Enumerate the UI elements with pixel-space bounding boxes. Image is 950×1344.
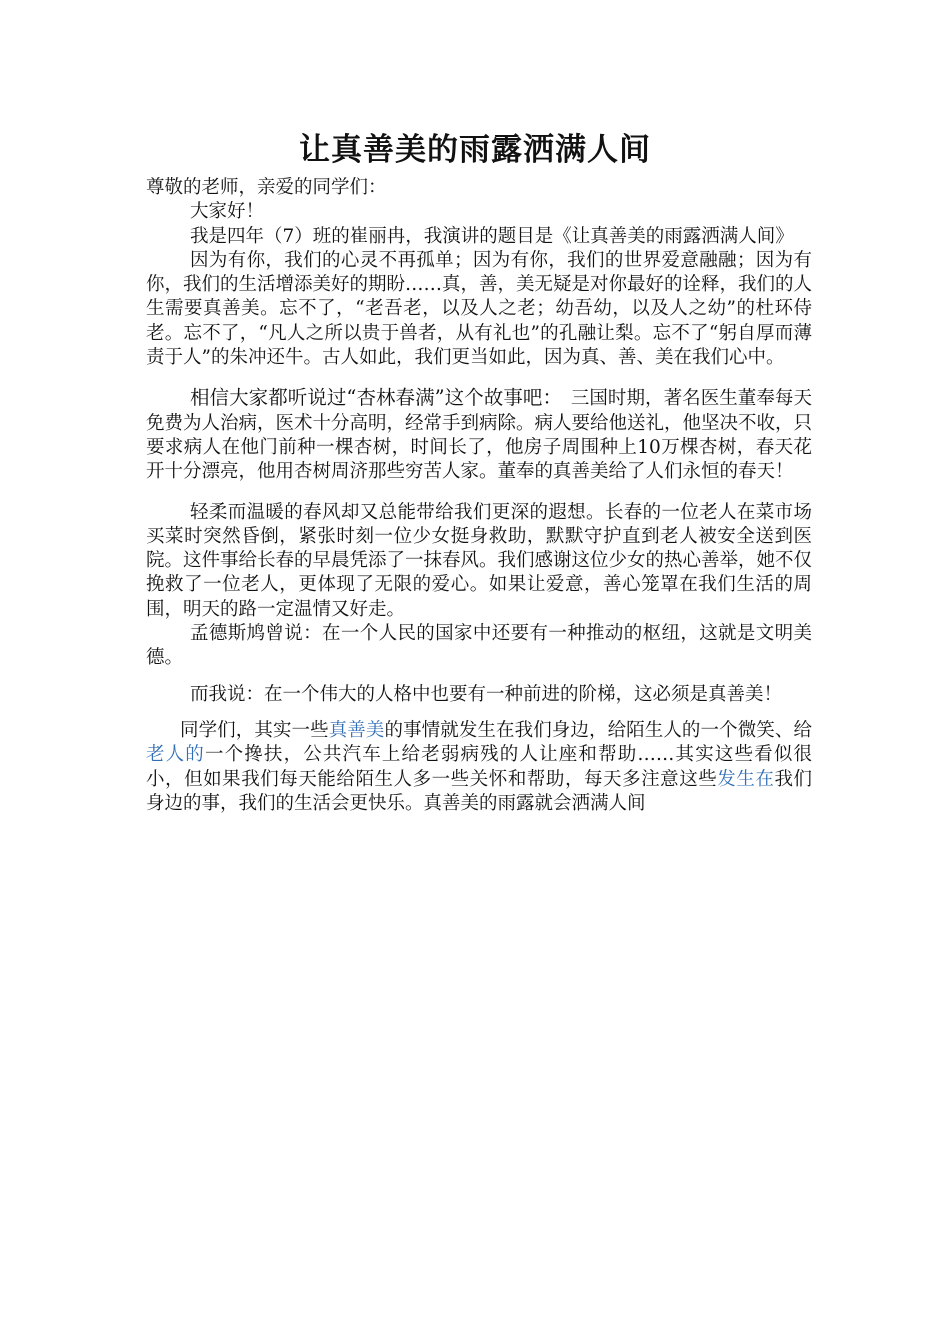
link-zhenshanmei[interactable]: 真善美 (328, 719, 385, 741)
classmates-text-d: 我们身边的事，我们的生活会更快乐。真善美的雨露就会洒满人间 (146, 768, 812, 814)
link-laorende[interactable]: 老人的 (146, 744, 205, 766)
paragraph-virtues: 因为有你，我们的心灵不再孤单；因为有你，我们的世界爱意融融；因为有你，我们的生活增添美好的期盼……真，善，美无疑是对你最好的诠释，我们的人生需要真善美。忘不了，“老吾老，以及人之老；幼吾幼，以及人之幼”的杜环侍老。忘不了，“凡人之所以贵于兽者，从有礼也”的孔融让梨。忘不了“躬自厚而薄责于人”的朱冲还牛。古人如此，我们更当如此，因为真、善、美在我们心中。 (146, 249, 813, 369)
classmates-text-b: 的事情就发生在我们身边，给陌生人的一个微笑、给 (384, 719, 812, 741)
intro-paragraph: 我是四年（7）班的崔丽冉，我演讲的题目是《让真善美的雨露洒满人间》 (190, 225, 794, 247)
paragraph-apricot-story (146, 386, 812, 484)
paragraph-spring-breeze: 轻柔而温暖的春风却又总能带给我们更深的遐想。长春的一位老人在菜市场买菜时突然昏倒，紧张时刻一位少女挺身救助，默默守护直到老人被安全送到医院。这件事给长春的早晨凭添了一抹春风。我们感谢这位少女的热心善举，她不仅挽救了一位老人，更体现了无限的爱心。如果让爱意，善心笼罩在我们生活的周围，明天的路一定温情又好走。 (146, 501, 813, 620)
document-body (146, 176, 812, 816)
document-title: 让真善美的雨露洒满人间 (299, 132, 651, 168)
classmates-text-a: 同学们，其实一些 (180, 719, 329, 741)
paragraph-classmates (146, 719, 812, 816)
greeting: 大家好！ (190, 201, 265, 223)
link-fashengzai[interactable]: 发生在 (717, 768, 775, 790)
paragraph-my-view: 而我说：在一个伟大的人格中也要有一种前进的阶梯，这必须是真善美！ (190, 683, 783, 705)
apricot-story-body: 三国时期，著名医生董奉每天免费为人治病，医术十分高明，经常手到病除。病人要给他送礼，他坚决不收，只要求病人在他门前种一棵杏树，时间长了，他房子周围种上10万棵杏树，春天花开十分漂亮，他用杏树周济那些穷苦人家。董奉的真善美给了人们永恒的春天！ (146, 388, 813, 483)
salutation: 尊敬的老师，亲爱的同学们： (146, 177, 387, 198)
classmates-text-c: 一个搀扶，公共汽车上给老弱病残的人让座和帮助……其实这些看似很小，但如果我们每天能给陌生人多一些关怀和帮助，每天多注意这些 (146, 744, 812, 790)
apricot-story-lead: 相信大家都听说过“杏林春满”这个故事吧： (190, 386, 553, 410)
paragraph-montesquieu: 孟德斯鸠曾说：在一个人民的国家中还要有一种推动的枢纽，这就是文明美德。 (146, 623, 812, 669)
